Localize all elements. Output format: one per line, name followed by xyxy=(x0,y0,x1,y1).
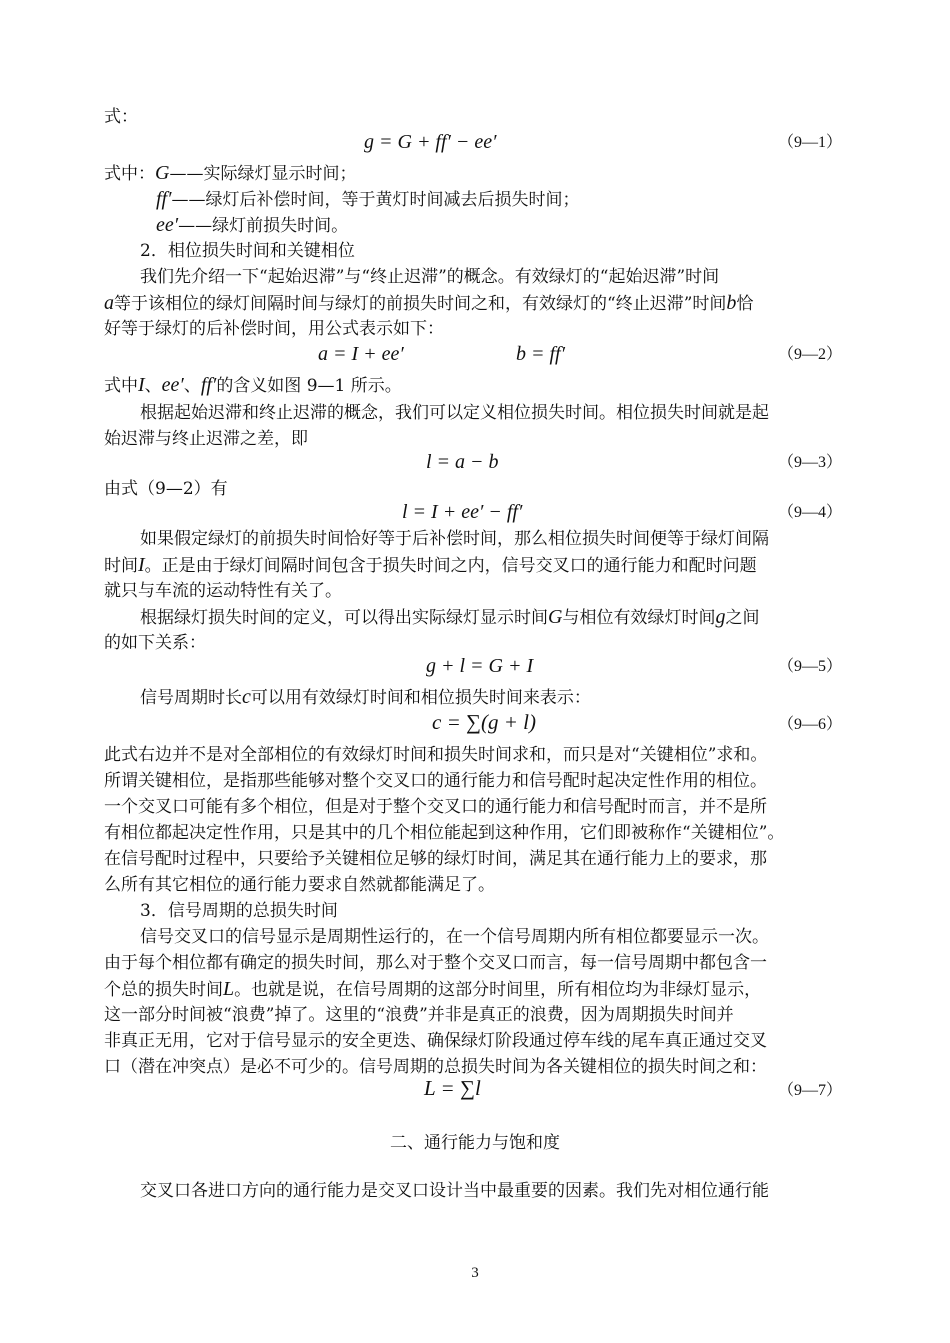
text-line: 所谓关键相位，是指那些能够对整个交叉口的通行能力和信号配时起决定性作用的相位。 xyxy=(104,771,767,791)
text-span: 之间 xyxy=(725,608,760,628)
equation-number: （9—2） xyxy=(778,346,843,363)
equation-number: （9—5） xyxy=(778,658,843,675)
text-line: 在信号配时过程中，只要给予关键相位足够的绿灯时间，满足其在通行能力上的要求，那 xyxy=(104,849,767,869)
text-line: 根据起始迟滞和终止迟滞的概念，我们可以定义相位损失时间。相位损失时间就是起 xyxy=(140,403,769,423)
text-span: 根据绿灯损失时间的定义，可以得出实际绿灯显示时间 xyxy=(140,608,548,628)
text-line xyxy=(156,214,348,237)
var-ff: ff′ xyxy=(156,188,172,210)
text-line: 么所有其它相位的通行能力要求自然就都能满足了。 xyxy=(104,875,495,895)
var-L: L xyxy=(223,978,235,1000)
text-line: 交叉口各进口方向的通行能力是交叉口设计当中最重要的因素。我们先对相位通行能 xyxy=(140,1181,769,1201)
equation-number: （9—6） xyxy=(778,716,843,733)
var-ee: ee′ xyxy=(161,374,184,396)
text-line xyxy=(104,978,761,1001)
page-number: 3 xyxy=(471,1265,479,1281)
text-line xyxy=(104,374,402,397)
var-c: c xyxy=(242,686,251,708)
text-line: 式： xyxy=(104,107,138,127)
equation-9-2a: a = I + ee′ xyxy=(318,343,404,365)
text-span: 式中： xyxy=(104,164,155,184)
text-span: 时间 xyxy=(104,556,138,576)
equation-number: （9—7） xyxy=(778,1082,843,1099)
equation-9-4: l = I + ee′ − ff′ xyxy=(402,501,523,523)
text-line: 非真正无用，它对于信号显示的安全更迭、确保绿灯阶段通过停车线的尾车真正通过交叉 xyxy=(104,1031,767,1051)
var-a: a xyxy=(104,292,114,314)
text-line: 这一部分时间被“浪费”掉了。这里的“浪费”并非是真正的浪费，因为周期损失时间并 xyxy=(104,1005,734,1025)
var-I: I xyxy=(138,554,145,576)
text-span: 与相位有效绿灯时间 xyxy=(562,608,716,628)
text-line: 一个交叉口可能有多个相位，但是对于整个交叉口的通行能力和信号配时而言，并不是所 xyxy=(104,797,767,817)
var-ee: ee′ xyxy=(156,214,179,236)
subsection-heading: 2．相位损失时间和关键相位 xyxy=(140,241,355,261)
text-line xyxy=(104,162,356,185)
text-line: 我们先介绍一下“起始迟滞”与“终止迟滞”的概念。有效绿灯的“起始迟滞”时间 xyxy=(140,267,720,287)
text-span: 。也就是说，在信号周期的这部分时间里，所有相位均为非绿灯显示， xyxy=(234,980,762,1000)
var-b: b xyxy=(726,292,737,314)
equation-number: （9—4） xyxy=(778,504,843,521)
var-G: G xyxy=(548,606,563,628)
text-line: 的如下关系： xyxy=(104,633,206,653)
text-line xyxy=(104,292,753,315)
text-span: ——绿灯前损失时间。 xyxy=(178,216,349,236)
text-line: 就只与车流的运动特性有关了。 xyxy=(104,581,342,601)
text-line: 信号交叉口的信号显示是周期性运行的，在一个信号周期内所有相位都要显示一次。 xyxy=(140,927,769,947)
text-line: 有相位都起决定性作用，只是其中的几个相位能起到这种作用，它们即被称作“关键相位”。 xyxy=(104,823,785,843)
text-line: 由式（9—2）有 xyxy=(104,479,228,499)
text-span: 式中 xyxy=(104,376,138,396)
var-ff: ff′ xyxy=(200,374,217,396)
text-line: 此式右边并不是对全部相位的有效绿灯时间和损失时间求和，而只是对“关键相位”求和。 xyxy=(104,745,768,765)
text-line xyxy=(140,686,591,709)
var-g: g xyxy=(715,606,726,628)
text-span: 信号周期时长 xyxy=(140,688,242,708)
equation-number: （9—3） xyxy=(778,454,843,471)
equation-9-5: g + l = G + I xyxy=(426,655,534,677)
section-heading: 二、通行能力与饱和度 xyxy=(390,1133,560,1153)
equation-9-7: L = ∑l xyxy=(424,1076,481,1100)
text-span: 等于该相位的绿灯间隔时间与绿灯的前损失时间之和，有效绿灯的“终止迟滞”时间 xyxy=(114,294,727,314)
text-span: 可以用有效绿灯时间和相位损失时间来表示： xyxy=(250,688,591,708)
var-G: G xyxy=(155,162,170,184)
equation-9-3: l = a − b xyxy=(426,451,499,473)
equation-9-2b: b = ff′ xyxy=(516,343,565,365)
text-span: 个总的损失时间 xyxy=(104,980,223,1000)
text-line: 口（潜在冲突点）是必不可少的。信号周期的总损失时间为各关键相位的损失时间之和： xyxy=(104,1057,767,1077)
var-I: I xyxy=(138,374,145,396)
equation-9-6: c = ∑(g + l) xyxy=(432,710,536,734)
text-span: 。正是由于绿灯间隔时间包含于损失时间之内，信号交叉口的通行能力和配时问题 xyxy=(144,556,757,576)
text-span: 恰 xyxy=(736,294,754,314)
equation-9-1: g = G + ff′ − ee′ xyxy=(364,131,497,153)
equation-number: （9—1） xyxy=(778,134,843,151)
text-line xyxy=(156,188,580,211)
text-line: 由于每个相位都有确定的损失时间，那么对于整个交叉口而言，每一信号周期中都包含一 xyxy=(104,953,767,973)
subsection-heading: 3．信号周期的总损失时间 xyxy=(140,901,338,921)
text-span: 、 xyxy=(144,376,162,396)
text-span: 、 xyxy=(183,376,201,396)
text-line: 如果假定绿灯的前损失时间恰好等于后补偿时间，那么相位损失时间便等于绿灯间隔 xyxy=(140,529,769,549)
text-span: 的含义如图 9—1 所示。 xyxy=(216,376,402,396)
text-line: 好等于绿灯的后补偿时间，用公式表示如下： xyxy=(104,319,444,339)
text-line xyxy=(104,554,757,577)
text-span: ——绿灯后补偿时间，等于黄灯时间减去后损失时间； xyxy=(171,190,580,210)
text-line: 始迟滞与终止迟滞之差，即 xyxy=(104,429,308,449)
text-span: ——实际绿灯显示时间； xyxy=(169,164,357,184)
text-line xyxy=(140,606,759,629)
